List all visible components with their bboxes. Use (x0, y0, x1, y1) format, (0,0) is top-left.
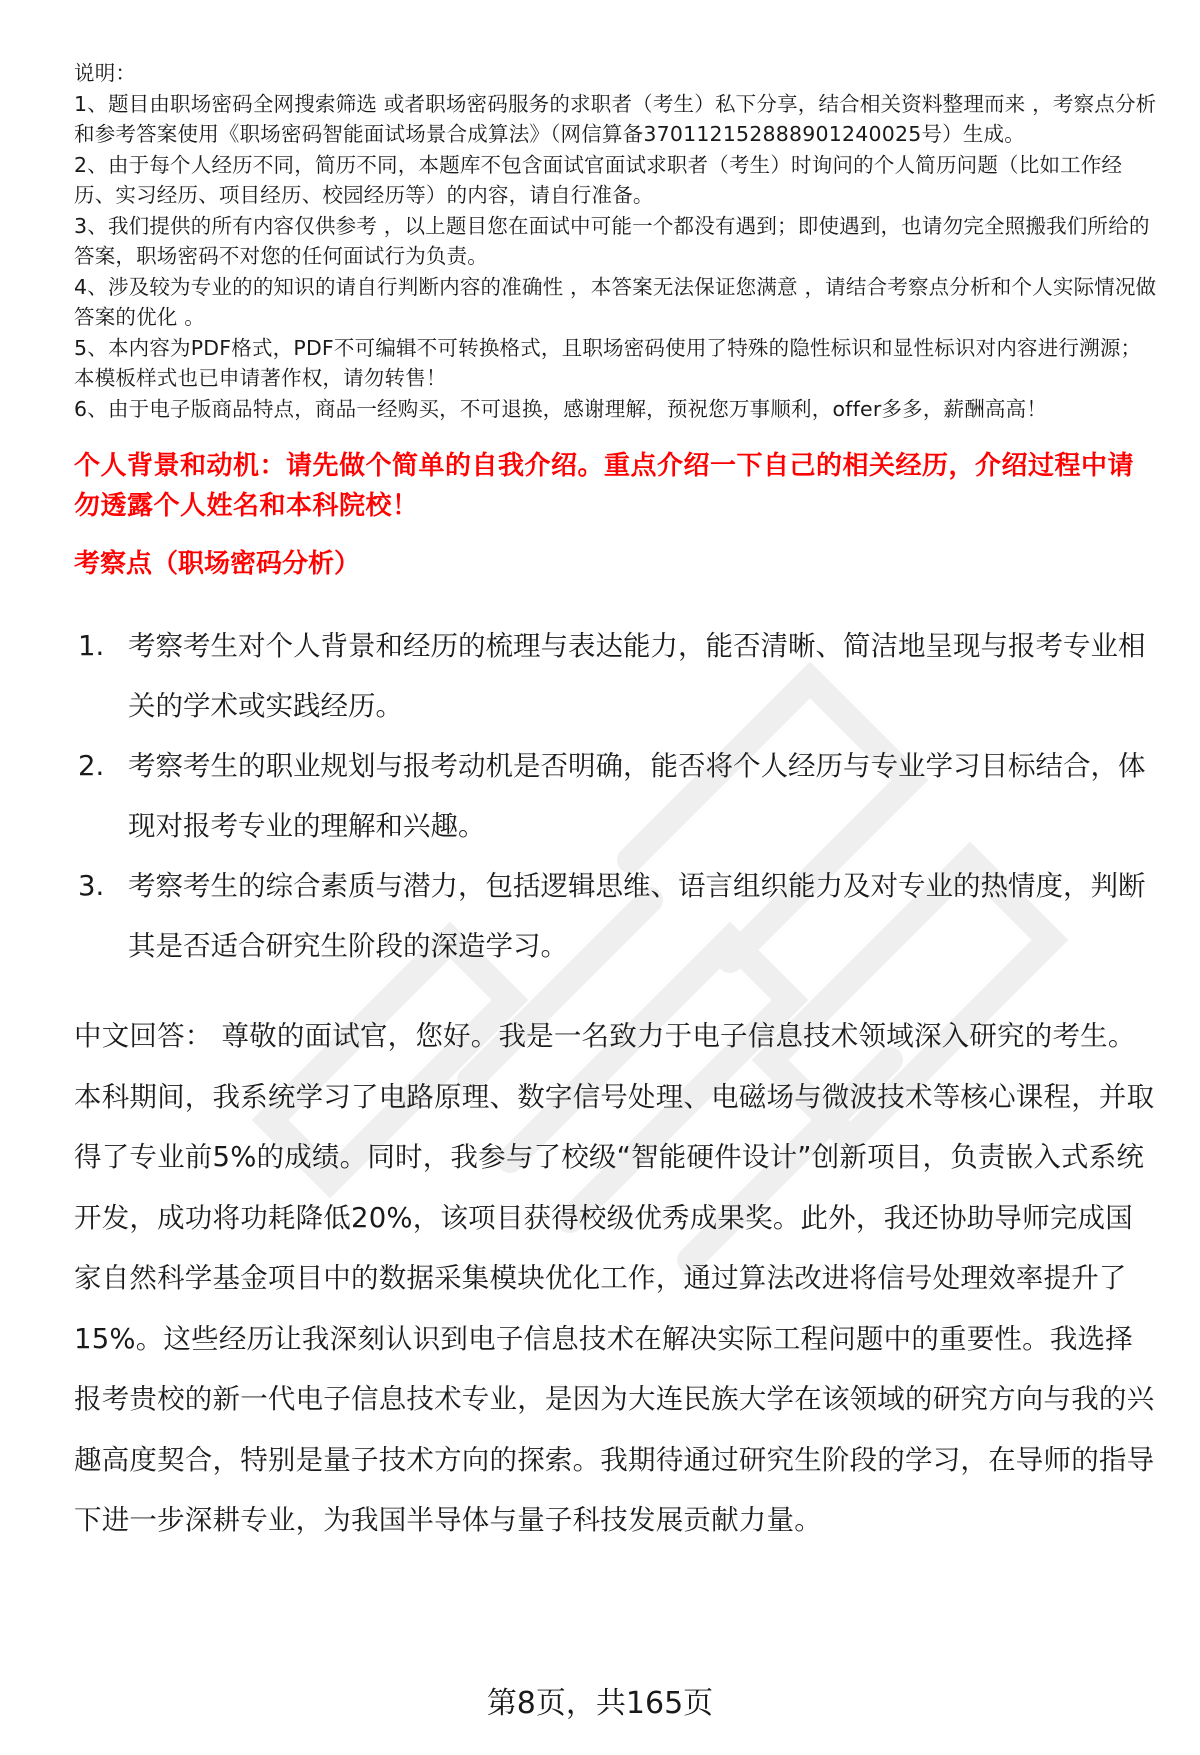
note-item: 1、题目由职场密码全网搜索筛选 或者职场密码服务的求职者（考生）私下分享，结合相关资料整理而来 ，考察点分析和参考答案使用《职场密码智能面试场景合成算法》（网信算备370112152888901240025号）生成。 (74, 91, 1157, 146)
point-text: 考察考生的职业规划与报考动机是否明确，能否将个人经历与专业学习目标结合，体现对报考专业的理解和兴趣。 (128, 750, 1146, 842)
analysis-point (78, 736, 1160, 856)
point-number: 2. (78, 750, 105, 782)
document-page (74, 58, 1160, 1551)
note-item: 4、涉及较为专业的的知识的请自行判断内容的准确性 ，本答案无法保证您满意 ，请结合考察点分析和个人实际情况做答案的优化 。 (74, 274, 1157, 329)
page-number: 第8页，共165页 (486, 1686, 714, 1721)
point-text: 考察考生对个人背景和经历的梳理与表达能力，能否清晰、简洁地呈现与报考专业相关的学术或实践经历。 (128, 630, 1146, 722)
answer-section (74, 1006, 1160, 1551)
interview-question: 个人背景和动机：请先做个简单的自我介绍。重点介绍一下自己的相关经历，介绍过程中请勿透露个人姓名和本科院校！ (74, 451, 1135, 521)
analysis-points (74, 616, 1160, 976)
point-number: 3. (78, 870, 105, 902)
analysis-point (78, 856, 1160, 976)
note-item: 3、我们提供的所有内容仅供参考 ，以上题目您在面试中可能一个都没有遇到；即使遇到，也请勿完全照搬我们所给的答案，职场密码不对您的任何面试行为负责。 (74, 213, 1150, 268)
analysis-point (78, 616, 1160, 736)
answer-text: 尊敬的面试官，您好。我是一名致力于电子信息技术领域深入研究的考生。本科期间，我系统学习了电路原理、数字信号处理、电磁场与微波技术等核心课程，并取得了专业前5%的成绩。同时，我参与了校级“智能硬件设计”创新项目，负责嵌入式系统开发，成功将功耗降低20%，该项目获得校级优秀成果奖。此外，我还协助导师完成国家自然科学基金项目中的数据采集模块优化工作，通过算法改进将信号处理效率提升了15%。这些经历让我深刻认识到电子信息技术在解决实际工程问题中的重要性。我选择报考贵校的新一代电子信息技术专业，是因为大连民族大学在该领域的研究方向与我的兴趣高度契合，特别是量子技术方向的探索。我期待通过研究生阶段的学习，在导师的指导下进一步深耕专业，为我国半导体与量子科技发展贡献力量。 (74, 1020, 1155, 1536)
note-item: 5、本内容为PDF格式，PDF不可编辑不可转换格式，且职场密码使用了特殊的隐性标识和显性标识对内容进行溯源；本模板样式也已申请著作权，请勿转售！ (74, 335, 1142, 390)
notes-section (74, 58, 1160, 424)
notes-heading: 说明： (74, 61, 137, 85)
point-number: 1. (78, 630, 105, 662)
note-item: 2、由于每个人经历不同，简历不同，本题库不包含面试官面试求职者（考生）时询问的个人简历问题（比如工作经历、实习经历、项目经历、校园经历等）的内容，请自行准备。 (74, 152, 1123, 207)
point-text: 考察考生的综合素质与潜力，包括逻辑思维、语言组织能力及对专业的热情度，判断其是否适合研究生阶段的深造学习。 (128, 870, 1146, 962)
answer-label: 中文回答： (74, 1020, 213, 1052)
analysis-title: 考察点（职场密码分析） (74, 549, 361, 579)
note-item: 6、由于电子版商品特点，商品一经购买，不可退换，感谢理解，预祝您万事顺利，offer多多，薪酬高高！ (74, 396, 1048, 421)
